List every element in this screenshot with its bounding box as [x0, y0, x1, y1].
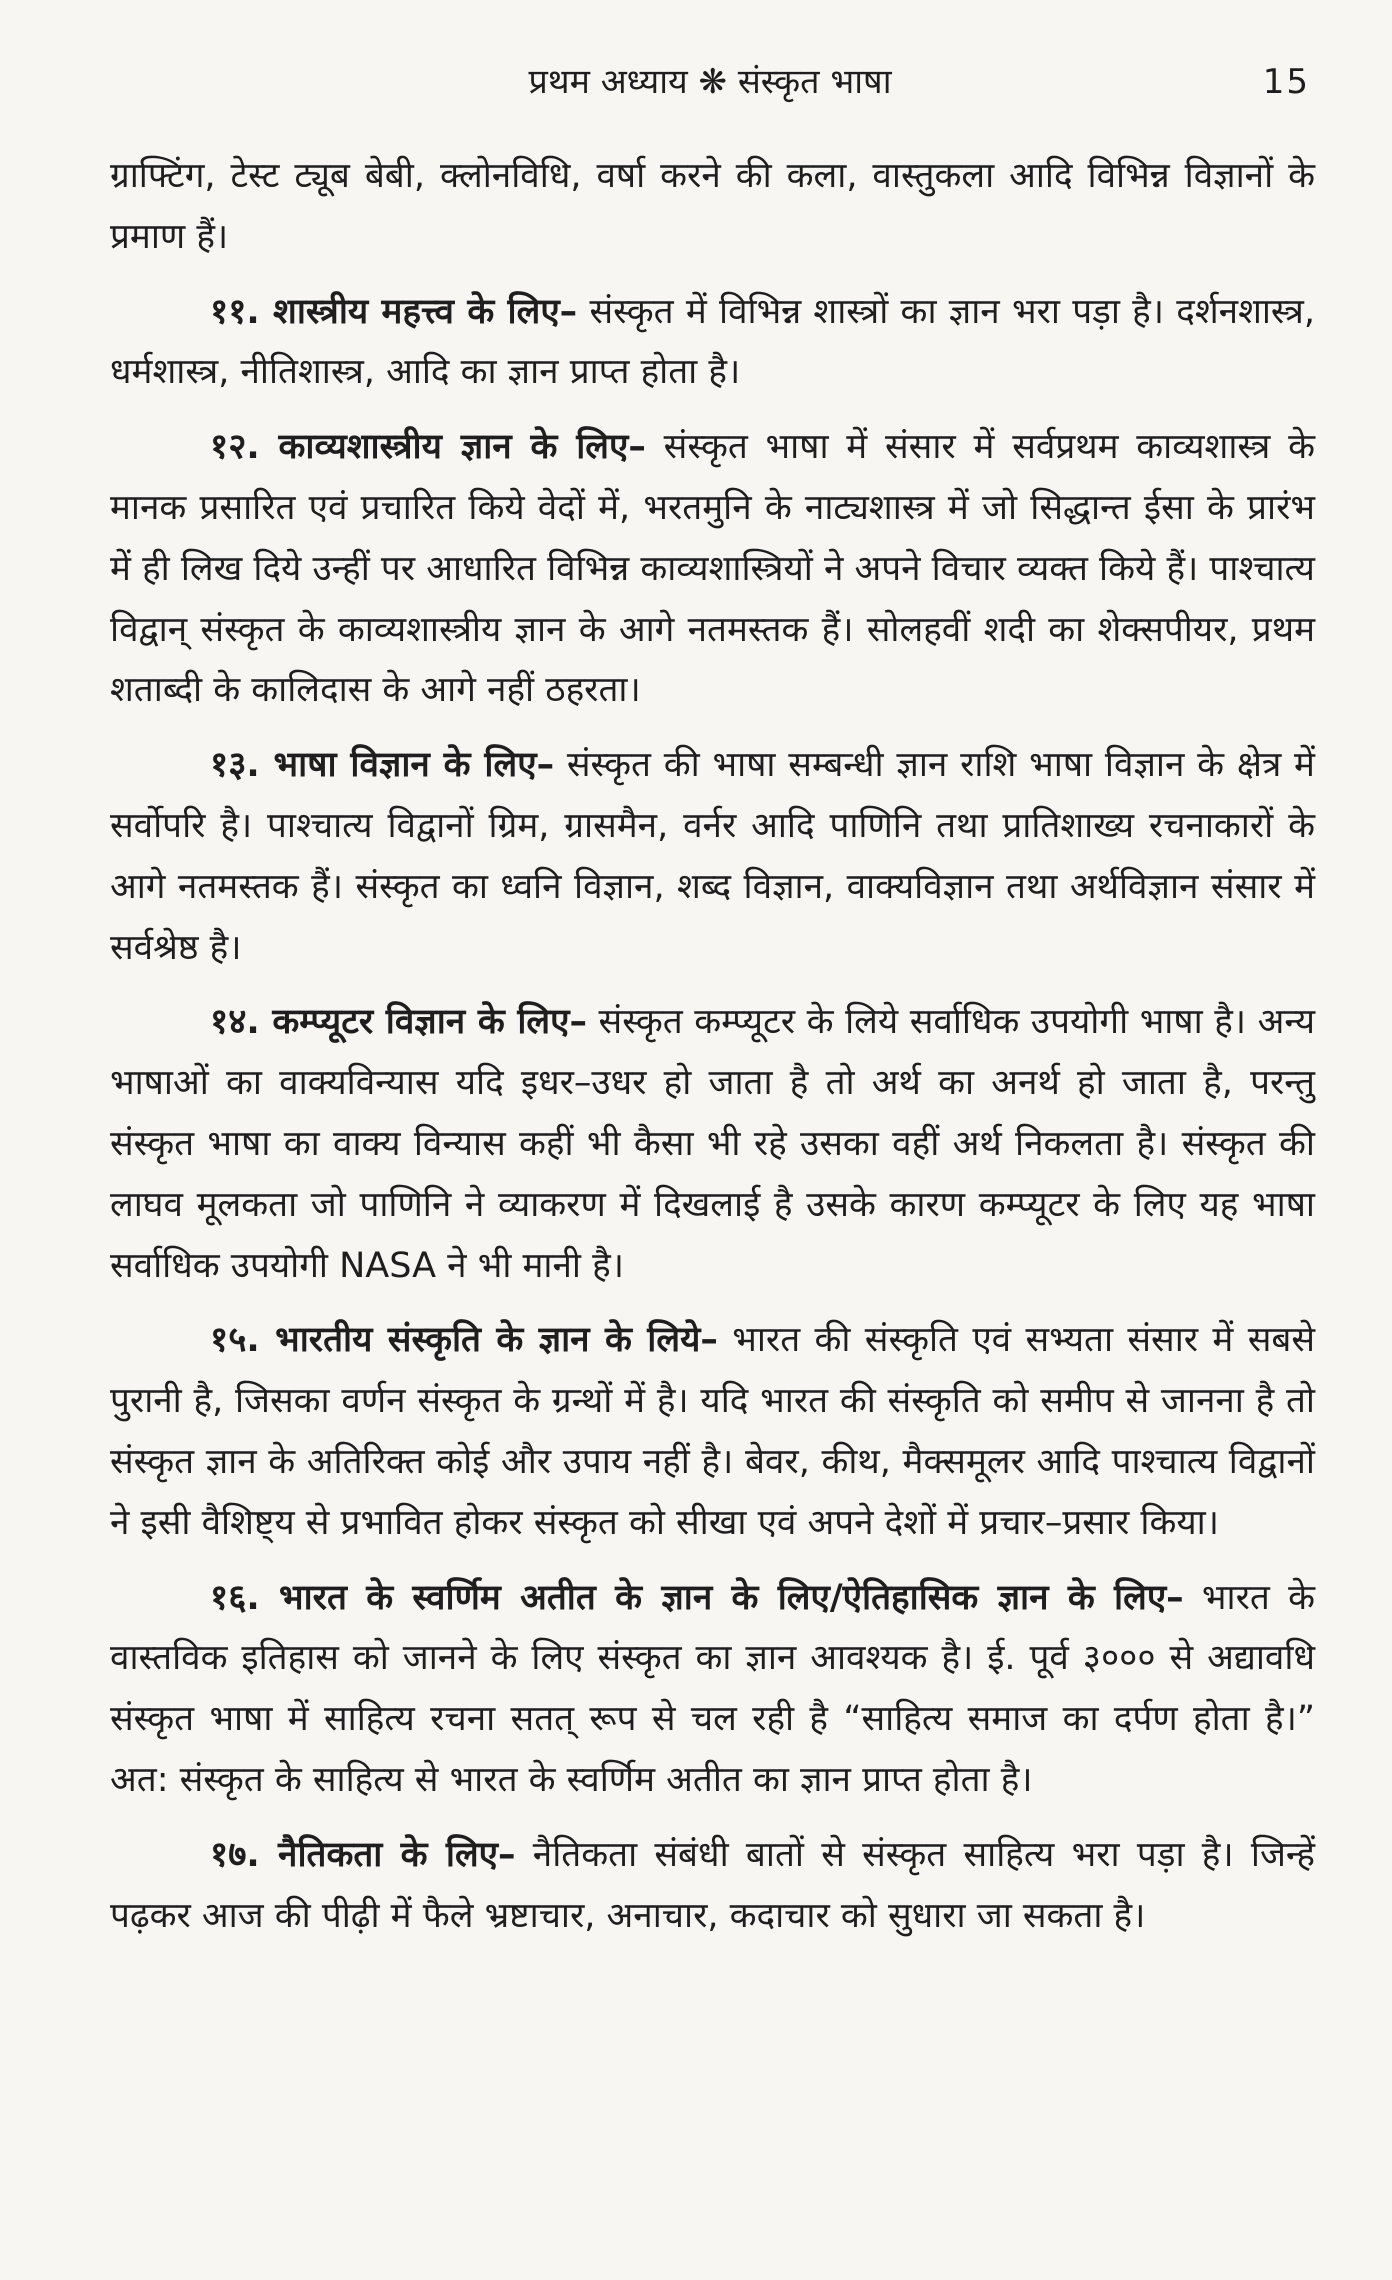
- section-paragraph-14: [110, 992, 1315, 1296]
- section-heading: ११. शास्त्रीय महत्त्व के लिए–: [210, 291, 578, 332]
- section-text: नैतिकता संबंधी बातों से संस्कृत साहित्य भरा पड़ा है। जिन्हें पढ़कर आज की पीढ़ी में फैले भ्रष्टाचार, अनाचार, कदाचार को सुधारा जा सकता है।: [110, 1834, 1315, 1936]
- section-heading: १४. कम्प्यूटर विज्ञान के लिए–: [210, 1002, 587, 1043]
- section-heading: १३. भाषा विज्ञान के लिए–: [210, 745, 555, 786]
- section-text: संस्कृत कम्प्यूटर के लिये सर्वाधिक उपयोगी भाषा है। अन्य भाषाओं का वाक्यविन्यास यदि इधर–उधर हो जाता है तो अर्थ का अनर्थ हो जाता है, परन्तु संस्कृत भाषा का वाक्य विन्यास कहीं भी कैसा भी रहे उसका वहीं अर्थ निकलता है। संस्कृत की लाघव मूलकता जो पाणिनि ने व्याकरण में दिखलाई है उसके कारण कम्प्यूटर के लिए यह भाषा सर्वाधिक उपयोगी NASA ने भी मानी है।: [110, 1002, 1315, 1286]
- section-paragraph-12: [110, 417, 1315, 721]
- section-heading: १६. भारत के स्वर्णिम अतीत के ज्ञान के लिए/ऐतिहासिक ज्ञान के लिए–: [210, 1577, 1184, 1618]
- page-header: [110, 52, 1310, 112]
- running-title: प्रथम अध्याय ❋ संस्कृत भाषा: [528, 62, 892, 102]
- section-paragraph-17: [110, 1825, 1315, 1947]
- section-text: संस्कृत भाषा में संसार में सर्वप्रथम काव्यशास्त्र के मानक प्रसारित एवं प्रचारित किये वेदों में, भरतमुनि के नाट्यशास्त्र में जो सिद्धान्त ईसा के प्रारंभ में ही लिख दिये उन्हीं पर आधारित विभिन्न काव्यशास्त्रियों ने अपने विचार व्यक्त किये हैं। पाश्चात्य विद्वान् संस्कृत के काव्यशास्त्रीय ज्ञान के आगे नतमस्तक हैं। सोलहवीं शदी का शेक्सपीयर, प्रथम शताब्दी के कालिदास के आगे नहीं ठहरता।: [110, 427, 1315, 711]
- page-number: 15: [1262, 62, 1310, 102]
- section-heading: १५. भारतीय संस्कृति के ज्ञान के लिये–: [210, 1320, 718, 1361]
- section-text: संस्कृत की भाषा सम्बन्धी ज्ञान राशि भाषा विज्ञान के क्षेत्र में सर्वोपरि है। पाश्चात्य विद्वानों ग्रिम, ग्रासमैन, वर्नर आदि पाणिनि तथा प्रातिशाख्य रचनाकारों के आगे नतमस्तक हैं। संस्कृत का ध्वनि विज्ञान, शब्द विज्ञान, वाक्यविज्ञान तथा अर्थविज्ञान संसार में सर्वश्रेष्ठ है।: [110, 745, 1316, 968]
- section-paragraph-11: [110, 282, 1315, 404]
- section-heading: १२. काव्यशास्त्रीय ज्ञान के लिए–: [210, 427, 646, 468]
- intro-paragraph: ग्राफ्टिंग, टेस्ट ट्यूब बेबी, क्लोनविधि, वर्षा करने की कला, वास्तुकला आदि विभिन्न विज्ञानों के प्रमाण हैं।: [110, 156, 1315, 257]
- section-text: भारत के वास्तविक इतिहास को जानने के लिए संस्कृत का ज्ञान आवश्यक है। ई. पूर्व ३००० से अद्यावधि संस्कृत भाषा में साहित्य रचना सतत् रूप से चल रही है “साहित्य समाज का दर्पण होता है।” अत: संस्कृत के साहित्य से भारत के स्वर्णिम अतीत का ज्ञान प्राप्त होता है।: [110, 1577, 1315, 1800]
- section-paragraph-15: [110, 1310, 1315, 1553]
- body-text: [110, 146, 1315, 1946]
- section-text: भारत की संस्कृति एवं सभ्यता संसार में सबसे पुरानी है, जिसका वर्णन संस्कृत के ग्रन्थों में है। यदि भारत की संस्कृति को समीप से जानना है तो संस्कृत ज्ञान के अतिरिक्त कोई और उपाय नहीं है। बेवर, कीथ, मैक्समूलर आदि पाश्चात्य विद्वानों ने इसी वैशिष्ट्य से प्रभावित होकर संस्कृत को सीखा एवं अपने देशों में प्रचार–प्रसार किया।: [110, 1320, 1315, 1543]
- section-text: संस्कृत में विभिन्न शास्त्रों का ज्ञान भरा पड़ा है। दर्शनशास्त्र, धर्मशास्त्र, नीतिशास्त्र, आदि का ज्ञान प्राप्त होता है।: [110, 291, 1315, 393]
- section-paragraph-16: [110, 1568, 1315, 1811]
- section-heading: १७. नैतिकता के लिए–: [210, 1834, 516, 1875]
- section-paragraph-13: [110, 735, 1315, 978]
